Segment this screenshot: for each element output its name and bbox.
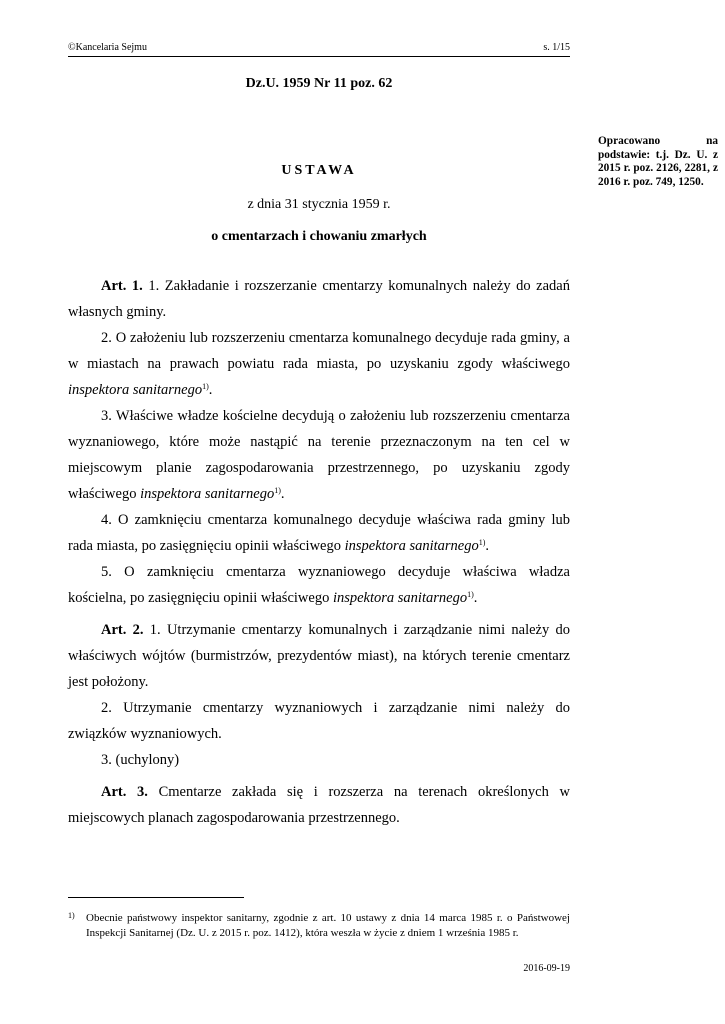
article-1-label: Art. 1.	[101, 278, 143, 294]
act-title: USTAWA	[281, 163, 357, 178]
article-2-paragraph-3: 3. (uchylony)	[101, 752, 180, 768]
header-source: ©Kancelaria Sejmu	[68, 42, 147, 53]
consolidation-note: Opracowano na podstawie: t.j. Dz. U. z 2015 r. poz. 2126, 2281, z 2016 r. poz. 749, 1250.	[598, 135, 718, 188]
footnote-reference: 1)	[478, 538, 486, 547]
footnote-mark: 1)	[68, 911, 75, 920]
article-1-paragraph-1: Art. 1. 1. Zakładanie i rozszerzanie cmentarzy komunalnych należy do zadań własnych gminy.	[68, 278, 570, 320]
act-subject: o cmentarzach i chowaniu zmarłych	[211, 229, 427, 244]
article-2-paragraph-1: Art. 2. 1. Utrzymanie cmentarzy komunalnych i zarządzanie nimi należy do właściwych wójtów (burmistrzów, prezydentów miast), na których terenie cmentarz jest położony.	[68, 622, 570, 690]
footnote-reference: 1)	[202, 382, 209, 391]
article-2-paragraph-2: 2. Utrzymanie cmentarzy wyznaniowych i zarządzanie nimi należy do związków wyznaniowych.	[68, 700, 570, 742]
article-3-paragraph-1: Art. 3. Cmentarze zakłada się i rozszerza na terenach określonych w miejscowych planach zagospodarowania przestrzennego.	[68, 784, 570, 826]
journal-reference: Dz.U. 1959 Nr 11 poz. 62	[245, 76, 393, 91]
footnote-reference: 1)	[467, 590, 474, 599]
footnote	[68, 911, 570, 940]
footnote-text: Obecnie państwowy inspektor sanitarny, zgodnie z art. 10 ustawy z dnia 14 marca 1985 r. o Państwowej Inspekcji Sanitarnej (Dz. U. z 2015 r. poz. 1412), która weszła w życie z dniem 1 września 1985 r.	[86, 912, 570, 939]
article-2-label: Art. 2.	[101, 622, 144, 638]
article-1-paragraph-4: 4. O zamknięciu cmentarza komunalnego decyduje właściwa rada gminy lub rada miasta, po zasięgnięciu opinii właściwego inspektora sanitarnego$^{1)}$.	[68, 512, 570, 554]
header-page-number: s. 1/15	[543, 42, 570, 53]
article-1-paragraph-3: 3. Właściwe władze kościelne decydują o założeniu lub rozszerzeniu cmentarza wyznaniowego, które może nastąpić na terenie przeznaczonym na ten cel w miejscowym planie zagospodarowania przestrzennego, po uzyskaniu zgody właściwego inspektora sanitarnego$^{1)}$.	[68, 408, 570, 502]
act-date: z dnia 31 stycznia 1959 r.	[247, 197, 391, 212]
article-1-paragraph-2: 2. O założeniu lub rozszerzeniu cmentarza komunalnego decyduje rada gminy, a w miastach na prawach powiatu rada miasta, po uzyskaniu zgody właściwego inspektora sanitarnego$^{1)}$.	[68, 330, 570, 398]
document-body	[68, 273, 570, 831]
footer-date: 2016-09-19	[523, 963, 570, 974]
article-3-label: Art. 3.	[101, 784, 148, 800]
page-header	[68, 40, 570, 57]
footnote-divider	[68, 897, 244, 898]
article-1-paragraph-5: 5. O zamknięciu cmentarza wyznaniowego decyduje właściwa władza kościelna, po zasięgnięciu opinii właściwego inspektora sanitarnego$^{1)}$.	[68, 564, 570, 606]
footnote-reference: 1)	[274, 486, 281, 495]
